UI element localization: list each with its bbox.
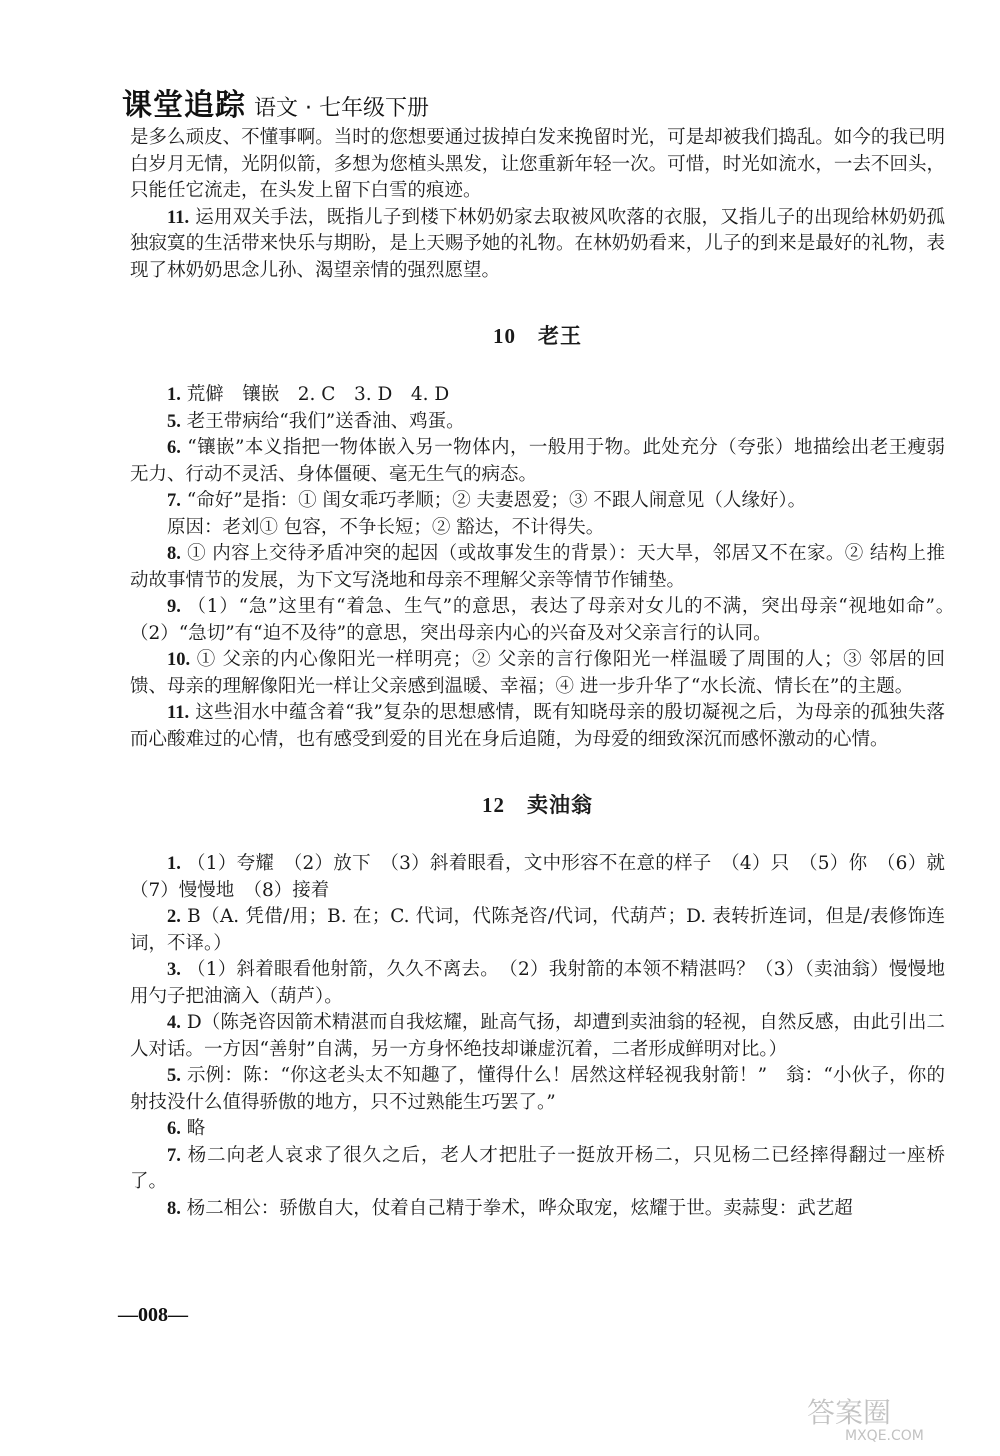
section-title-12: 12 卖油翁	[482, 792, 593, 817]
answer-item: 6. 略	[167, 1118, 206, 1139]
answer-item: 7. 杨二向老人哀求了很久之后，老人才把肚子一挺放开杨二，只见杨二已经摔得翻过一座桥了。	[130, 1144, 945, 1192]
answer-item: 4. D（陈尧咨因箭术精湛而自我炫耀，趾高气扬，却遭到卖油翁的轻视，自然反感，由此引出二人对话。一方因“善射”自满，另一方身怀绝技却谦虚沉着，二者形成鲜明对比。）	[130, 1012, 945, 1060]
header-subtitle: 语文 · 七年级下册	[254, 96, 429, 121]
brand-logo: 课堂追踪	[122, 88, 246, 123]
answer-item: 3. （1）斜着眼看他射箭，久久不离去。 （2）我射箭的本领不精湛吗？（3）（卖油翁）慢慢地用勺子把油滴入（葫芦）。	[130, 959, 945, 1007]
answer-item: 8. ① 内容上交待矛盾冲突的起因（或故事发生的背景）：天大旱，邻居又不在家。② 结构上推动故事情节的发展，为下文写浇地和母亲不理解父亲等情节作铺垫。	[130, 543, 946, 591]
answer-item: 2. B（A. 凭借/用；B. 在；C. 代词，代陈尧咨/代词，代葫芦；D. 表转折连词，但是/表修饰连词，不译。）	[130, 906, 945, 954]
page-header	[122, 80, 429, 123]
section-10-answers	[130, 382, 964, 753]
answer-item: 6. “镶嵌”本义指把一物体嵌入另一物体内，一般用于物。此处充分（夸张）地描绘出老王瘦弱无力、行动不灵活、身体僵硬、毫无生气的病态。	[130, 437, 946, 485]
answer-item: 11. 运用双关手法，既指儿子到楼下林奶奶家去取被风吹落的衣服，又指儿子的出现给林奶奶孤独寂寞的生活带来快乐与期盼，是上天赐予她的礼物。在林奶奶看来，儿子的到来是最好的礼物，表现了林奶奶思念儿孙、渴望亲情的强烈愿望。	[130, 206, 945, 281]
watermark-text: 答案圈	[807, 1396, 892, 1429]
answer-item: 7. “命好”是指：① 闺女乖巧孝顺；② 夫妻恩爱；③ 不跟人闹意见（人缘好）。	[167, 490, 807, 511]
watermark-sub: MXQE.COM	[845, 1428, 924, 1442]
answer-item: 9. （1）“急”这里有“着急、生气”的意思，表达了母亲对女儿的不满，突出母亲“视地如命”。 （2）“急切”有“迫不及待”的意思，突出母亲内心的兴奋及对父亲言行的认同。	[130, 596, 964, 644]
answer-item: 5. 示例：陈：“你这老头太不知趣了，懂得什么！居然这样轻视我射箭！” 翁：“小伙子，你的射技没什么值得骄傲的地方，只不过熟能生巧罢了。”	[130, 1065, 945, 1113]
page-number: —008—	[118, 1304, 188, 1326]
section-title-10: 10 老王	[493, 323, 582, 348]
answer-item: 原因：老刘① 包容，不争长短；② 豁达，不计得失。	[167, 516, 605, 538]
answer-item: 11. 这些泪水中蕴含着“我”复杂的思想感情，既有知晓母亲的殷切凝视之后，为母亲的孤独失落而心酸难过的心情，也有感受到爱的目光在身后追随，为母爱的细致深沉而感怀激动的心情。	[130, 702, 945, 750]
answer-item: 1. 荒僻 镶嵌 2. C 3. D 4. D	[167, 384, 450, 405]
page-content	[130, 125, 964, 1222]
answer-item: 1. （1）夸耀 （2）放下 （3）斜着眼看，文中形容不在意的样子 （4）只 （5）你 （6）就 （7）慢慢地 （8）接着	[130, 853, 964, 901]
intro-paragraph: 是多么顽皮、不懂事啊。当时的您想要通过拔掉白发来挽留时光，可是却被我们捣乱。如今的我已明白岁月无情，光阴似箭，多想为您植头黑发，让您重新年轻一次。可惜，时光如流水，一去不回头，只能任它流走，在头发上留下白雪的痕迹。	[130, 127, 945, 201]
answer-item: 8. 杨二相公：骄傲自大，仗着自己精于拳术，哗众取宠，炫耀于世。卖蒜叟：武艺超	[167, 1197, 853, 1219]
watermark-logo	[805, 1392, 975, 1442]
answer-item: 10. ① 父亲的内心像阳光一样明亮；② 父亲的言行像阳光一样温暖了周围的人；③ 邻居的回馈、母亲的理解像阳光一样让父亲感到温暖、幸福；④ 进一步升华了“水长流、情长在”的主题。	[130, 649, 945, 697]
section-12-answers	[130, 851, 964, 1222]
answer-item: 5. 老王带病给“我们”送香油、鸡蛋。	[167, 410, 465, 432]
